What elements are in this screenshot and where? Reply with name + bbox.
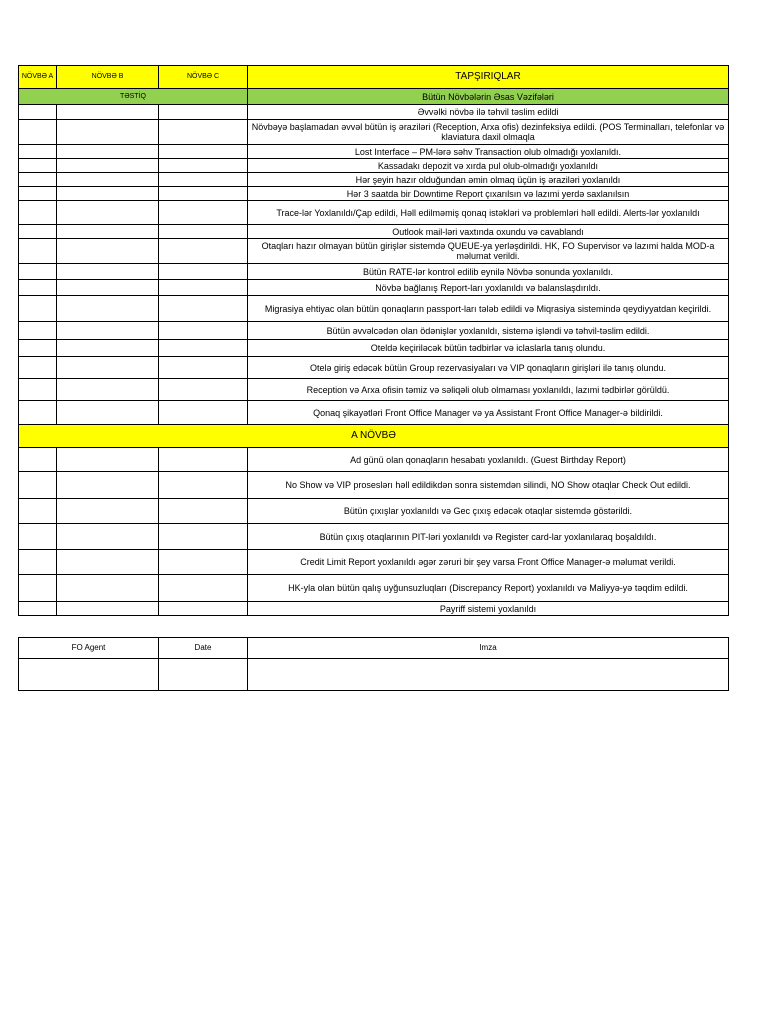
check-shift-c[interactable]	[159, 602, 248, 616]
task-row	[19, 239, 729, 264]
task-row	[19, 145, 729, 159]
check-shift-c[interactable]	[159, 357, 248, 379]
subheader-confirm: TƏSTİQ	[19, 89, 248, 105]
task-text: Növbə bağlanış Report-ları yoxlanıldı və balanslaşdırıldı.	[248, 280, 729, 296]
check-shift-b[interactable]	[57, 145, 159, 159]
task-row	[19, 105, 729, 120]
check-shift-b[interactable]	[57, 225, 159, 239]
task-text: Migrasiya ehtiyac olan bütün qonaqların passport-ları tələb edildi və Miqrasiya sistemində qeydiyyatdan keçirildi.	[248, 296, 729, 322]
check-shift-a[interactable]	[19, 575, 57, 602]
check-shift-b[interactable]	[57, 575, 159, 602]
date-label: Date	[159, 638, 248, 659]
check-shift-a[interactable]	[19, 524, 57, 550]
task-text: Bütün çıxışlar yoxlanıldı və Gec çıxış edəcək otaqlar sistemdə göstərildi.	[248, 499, 729, 524]
signature-input-row	[19, 659, 729, 691]
task-text: Credit Limit Report yoxlanıldı əgər zəruri bir şey varsa Front Office Manager-ə məlumat verildi.	[248, 550, 729, 575]
task-row	[19, 280, 729, 296]
check-shift-b[interactable]	[57, 499, 159, 524]
task-row	[19, 322, 729, 340]
signature-header-row	[19, 638, 729, 659]
task-row	[19, 472, 729, 499]
check-shift-a[interactable]	[19, 448, 57, 472]
check-shift-a[interactable]	[19, 401, 57, 425]
check-shift-c[interactable]	[159, 322, 248, 340]
task-row	[19, 296, 729, 322]
check-shift-b[interactable]	[57, 448, 159, 472]
task-text: Növbəyə başlamadan əvvəl bütün iş əraziləri (Reception, Arxa ofis) dezinfeksiya edildi. (POS Terminalları, telefonlar və klaviatura daxil olmaqla	[248, 120, 729, 145]
check-shift-c[interactable]	[159, 499, 248, 524]
subheader-title: Bütün Növbələrin Əsas Vəzifələri	[248, 89, 729, 105]
check-shift-a[interactable]	[19, 145, 57, 159]
check-shift-a[interactable]	[19, 120, 57, 145]
task-row	[19, 187, 729, 201]
header-tasks: TAPŞIRIQLAR	[248, 66, 729, 89]
check-shift-b[interactable]	[57, 401, 159, 425]
check-shift-b[interactable]	[57, 105, 159, 120]
task-row	[19, 524, 729, 550]
task-row	[19, 173, 729, 187]
check-shift-b[interactable]	[57, 159, 159, 173]
check-shift-b[interactable]	[57, 357, 159, 379]
task-text: Bütün əvvəlcədən olan ödənişlər yoxlanıldı, sistemə işləndi və təhvil-təslim edildi.	[248, 322, 729, 340]
task-row	[19, 357, 729, 379]
check-shift-b[interactable]	[57, 173, 159, 187]
task-row	[19, 401, 729, 425]
check-shift-c[interactable]	[159, 340, 248, 357]
check-shift-c[interactable]	[159, 159, 248, 173]
check-shift-c[interactable]	[159, 448, 248, 472]
task-text: Lost Interface – PM-lərə səhv Transaction olub olmadığı yoxlanıldı.	[248, 145, 729, 159]
check-shift-a[interactable]	[19, 340, 57, 357]
subheader-row	[19, 89, 729, 105]
signature-label: Imza	[248, 638, 729, 659]
task-text: Ad günü olan qonaqların hesabatı yoxlanıldı. (Guest Birthday Report)	[248, 448, 729, 472]
task-row	[19, 120, 729, 145]
check-shift-a[interactable]	[19, 357, 57, 379]
fo-agent-label: FO Agent	[19, 638, 159, 659]
task-row	[19, 602, 729, 616]
check-shift-b[interactable]	[57, 239, 159, 264]
task-text: Payriff sistemi yoxlanıldı	[248, 602, 729, 616]
task-row	[19, 379, 729, 401]
check-shift-b[interactable]	[57, 296, 159, 322]
check-shift-c[interactable]	[159, 264, 248, 280]
task-row	[19, 499, 729, 524]
check-shift-a[interactable]	[19, 239, 57, 264]
check-shift-c[interactable]	[159, 201, 248, 225]
fo-agent-field[interactable]	[19, 659, 159, 691]
check-shift-a[interactable]	[19, 322, 57, 340]
task-text: Trace-lər Yoxlanıldı/Çap edildi, Həll edilməmiş qonaq istəkləri və problemləri həll edildi. Alerts-lər yoxlanıldı	[248, 201, 729, 225]
signature-field[interactable]	[248, 659, 729, 691]
check-shift-a[interactable]	[19, 602, 57, 616]
check-shift-b[interactable]	[57, 187, 159, 201]
check-shift-a[interactable]	[19, 201, 57, 225]
header-shift-c: NÖVBƏ C	[159, 66, 248, 89]
task-row	[19, 550, 729, 575]
check-shift-a[interactable]	[19, 173, 57, 187]
check-shift-a[interactable]	[19, 499, 57, 524]
check-shift-c[interactable]	[159, 280, 248, 296]
check-shift-a[interactable]	[19, 159, 57, 173]
task-text: No Show və VIP proseslərı həll edildikdən sonra sistemdən silindi, NO Show otaqlar Check Out edildi.	[248, 472, 729, 499]
check-shift-a[interactable]	[19, 264, 57, 280]
check-shift-c[interactable]	[159, 472, 248, 499]
check-shift-b[interactable]	[57, 120, 159, 145]
check-shift-c[interactable]	[159, 524, 248, 550]
check-shift-c[interactable]	[159, 379, 248, 401]
task-text: Qonaq şikayətləri Front Office Manager və ya Assistant Front Office Manager-ə bildirildi.	[248, 401, 729, 425]
task-text: Oteldə keçiriləcək bütün tədbirlər və iclaslarla tanış olundu.	[248, 340, 729, 357]
check-shift-a[interactable]	[19, 550, 57, 575]
task-row	[19, 264, 729, 280]
check-shift-a[interactable]	[19, 379, 57, 401]
header-shift-a: NÖVBƏ A	[19, 66, 57, 89]
task-row	[19, 340, 729, 357]
task-text: Bütün RATE-lər kontrol edilib eynilə Növbə sonunda yoxlanıldı.	[248, 264, 729, 280]
check-shift-b[interactable]	[57, 264, 159, 280]
section-a-title: A NÖVBƏ	[19, 425, 729, 448]
signature-table	[18, 637, 729, 691]
task-row	[19, 448, 729, 472]
check-shift-c[interactable]	[159, 225, 248, 239]
check-shift-b[interactable]	[57, 472, 159, 499]
check-shift-c[interactable]	[159, 401, 248, 425]
check-shift-c[interactable]	[159, 173, 248, 187]
task-text: Əvvəlki növbə ilə təhvil təslim edildi	[248, 105, 729, 120]
check-shift-b[interactable]	[57, 524, 159, 550]
check-shift-a[interactable]	[19, 472, 57, 499]
task-text: HK-yla olan bütün qalış uyğunsuzluqları (Discrepancy Report) yoxlanıldı və Maliyyə-yə təqdim edildi.	[248, 575, 729, 602]
task-text: Otelə giriş edəcək bütün Group rezervasiyaları və VIP qonaqların girişləri ilə tanış olundu.	[248, 357, 729, 379]
check-shift-c[interactable]	[159, 105, 248, 120]
check-shift-b[interactable]	[57, 280, 159, 296]
task-row	[19, 575, 729, 602]
check-shift-a[interactable]	[19, 225, 57, 239]
check-shift-b[interactable]	[57, 550, 159, 575]
check-shift-b[interactable]	[57, 602, 159, 616]
task-text: Reception və Arxa ofisin təmiz və səliqəli olub olmaması yoxlanıldı, lazımi tədbirlər görüldü.	[248, 379, 729, 401]
check-shift-b[interactable]	[57, 201, 159, 225]
task-row	[19, 225, 729, 239]
header-row	[19, 66, 729, 89]
check-shift-c[interactable]	[159, 575, 248, 602]
check-shift-b[interactable]	[57, 322, 159, 340]
check-shift-c[interactable]	[159, 187, 248, 201]
check-shift-a[interactable]	[19, 280, 57, 296]
task-text: Outlook mail-ləri vaxtında oxundu və cavablandı	[248, 225, 729, 239]
check-shift-c[interactable]	[159, 145, 248, 159]
check-shift-c[interactable]	[159, 120, 248, 145]
check-shift-a[interactable]	[19, 187, 57, 201]
check-shift-c[interactable]	[159, 239, 248, 264]
task-row	[19, 159, 729, 173]
task-text: Kassadakı depozit və xırda pul olub-olmadığı yoxlanıldı	[248, 159, 729, 173]
check-shift-b[interactable]	[57, 340, 159, 357]
task-text: Otaqları hazır olmayan bütün girişlər sistemdə QUEUE-ya yerləşdirildi. HK, FO Supervisor və lazımi halda MOD-a məlumat verildi.	[248, 239, 729, 264]
check-shift-a[interactable]	[19, 296, 57, 322]
section-a-header-row	[19, 425, 729, 448]
header-shift-b: NÖVBƏ B	[57, 66, 159, 89]
task-text: Hər şeyin hazır olduğundan əmin olmaq üçün iş əraziləri yoxlanıldı	[248, 173, 729, 187]
date-field[interactable]	[159, 659, 248, 691]
task-row	[19, 201, 729, 225]
check-shift-c[interactable]	[159, 296, 248, 322]
task-text: Hər 3 saatda bir Downtime Report çıxarılsın və lazımi yerdə saxlanılsın	[248, 187, 729, 201]
check-shift-a[interactable]	[19, 105, 57, 120]
task-text: Bütün çıxış otaqlarının PIT-ləri yoxlanıldı və Register card-lar yoxlanılaraq boşaldıldı.	[248, 524, 729, 550]
check-shift-b[interactable]	[57, 379, 159, 401]
check-shift-c[interactable]	[159, 550, 248, 575]
task-checklist-table	[18, 65, 729, 616]
